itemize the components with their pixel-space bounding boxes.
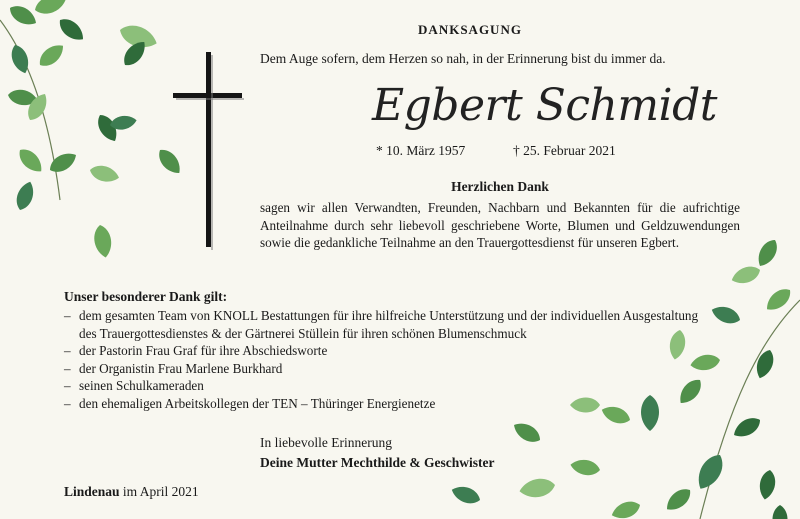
dash-bullet: – <box>64 343 71 358</box>
list-item-text: dem gesamten Team von KNOLL Bestattungen für ihre hilfreiche Unterstützung und der individuellen Ausgestaltung des Trauergottesdienstes & der Gärtnerei Stüllein für ihren schönen Blumenschmuck <box>79 308 699 341</box>
page-title: DANKSAGUNG <box>418 22 522 37</box>
thanks-text: sagen wir allen Verwandten, Freunden, Nachbarn und Bekannten für die aufrichtige Anteilnahme durch sehr liebevoll geschriebene Worte, Blumen und Geldzuwendungen sowie die gedankliche Teilnahme an den Trauergottesdienst für unseren Egbert. <box>260 200 740 250</box>
birth-date: * 10. März 1957 <box>376 143 466 158</box>
place-date <box>64 484 199 500</box>
list-item-text: seinen Schulkameraden <box>79 378 204 393</box>
place-date-text: im April 2021 <box>119 484 199 499</box>
list-item <box>64 342 704 360</box>
thanks-title: Herzlichen Dank <box>451 179 549 194</box>
special-thanks-title: Unser besonderer Dank gilt: <box>64 289 228 304</box>
list-item-text: der Pastorin Frau Graf für ihre Abschiedsworte <box>79 343 328 358</box>
motto: Dem Auge sofern, dem Herzen so nah, in der Erinnerung bist du immer da. <box>260 51 666 66</box>
dash-bullet: – <box>64 395 71 411</box>
list-item <box>64 307 704 342</box>
dash-bullet: – <box>64 360 71 376</box>
place-name: Lindenau <box>64 484 120 499</box>
list-item <box>64 395 704 413</box>
signature: Deine Mutter Mechthilde & Geschwister <box>260 455 495 470</box>
special-thanks-list <box>64 307 704 412</box>
top-left-leaves-icon <box>0 0 185 259</box>
list-item <box>64 360 704 378</box>
dash-bullet: – <box>64 378 71 393</box>
death-date: † 25. Februar 2021 <box>513 143 616 158</box>
list-item-text: den ehemaligen Arbeitskollegen der TEN – Thüringer Energienetze <box>79 395 436 411</box>
list-item <box>64 377 704 395</box>
closing-line: In liebevolle Erinnerung <box>260 435 392 450</box>
deceased-name: Egbert Schmidt <box>372 80 717 131</box>
cross-icon <box>173 52 244 250</box>
list-item-text: der Organistin Frau Marlene Burkhard <box>79 360 283 376</box>
dash-bullet: – <box>64 308 71 323</box>
